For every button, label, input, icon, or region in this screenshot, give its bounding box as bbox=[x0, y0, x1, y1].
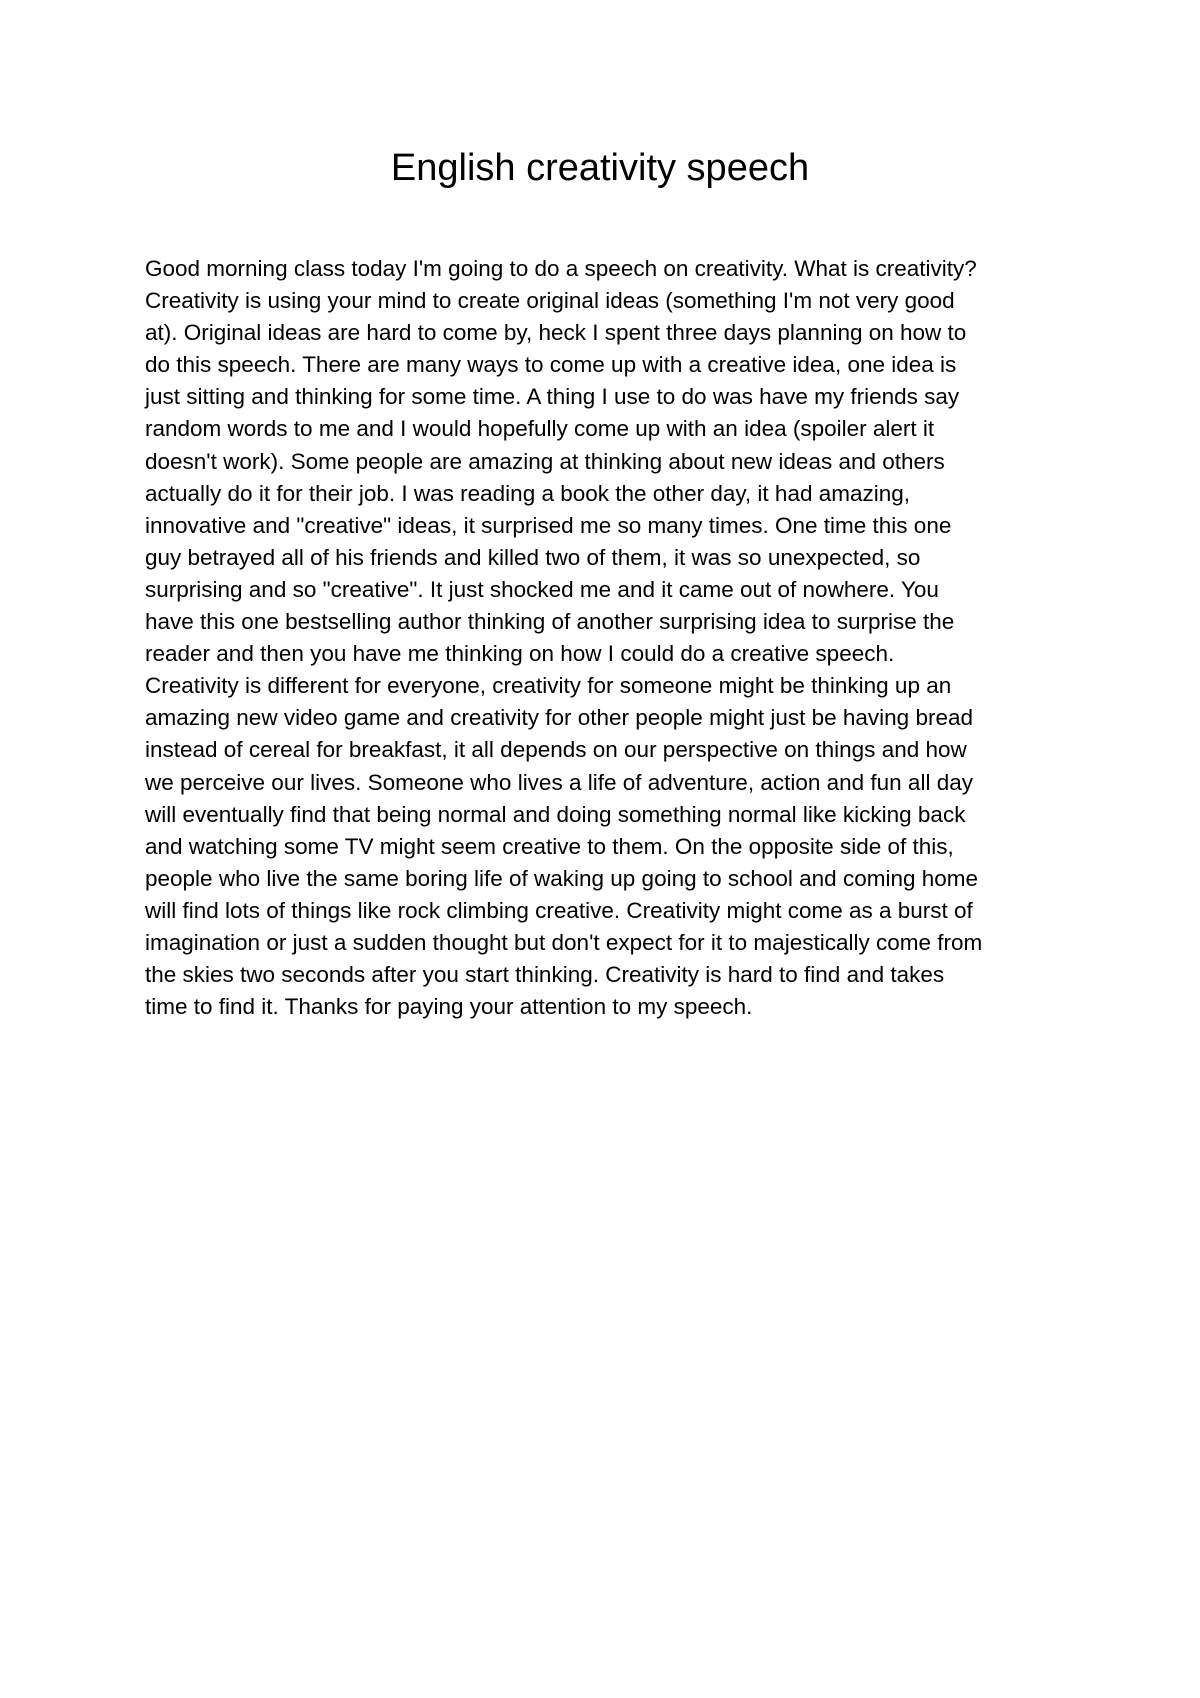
body-line: do this speech. There are many ways to come up with a creative idea, one idea is bbox=[145, 352, 957, 378]
body-line: innovative and "creative" ideas, it surprised me so many times. One time this one bbox=[145, 512, 952, 538]
body-line: Creativity is different for everyone, creativity for someone might be thinking up an bbox=[145, 673, 952, 699]
body-line: instead of cereal for breakfast, it all depends on our perspective on things and how bbox=[145, 737, 967, 763]
body-line: actually do it for their job. I was reading a book the other day, it had amazing, bbox=[145, 480, 911, 506]
body-line: amazing new video game and creativity for other people might just be having bread bbox=[145, 705, 973, 731]
speech-body bbox=[145, 253, 1065, 1023]
body-line: time to find it. Thanks for paying your attention to my speech. bbox=[145, 994, 753, 1020]
body-line: surprising and so "creative". It just shocked me and it came out of nowhere. You bbox=[145, 576, 939, 602]
document-title: English creativity speech bbox=[390, 147, 810, 189]
body-line: doesn't work). Some people are amazing at thinking about new ideas and others bbox=[145, 448, 945, 474]
body-line: Creativity is using your mind to create original ideas (something I'm not very good bbox=[145, 288, 955, 314]
body-line: imagination or just a sudden thought but don't expect for it to majestically come from bbox=[145, 929, 983, 955]
body-line: guy betrayed all of his friends and killed two of them, it was so unexpected, so bbox=[145, 544, 921, 570]
body-line: random words to me and I would hopefully come up with an idea (spoiler alert it bbox=[145, 416, 935, 442]
body-line: the skies two seconds after you start thinking. Creativity is hard to find and takes bbox=[145, 962, 945, 988]
body-line: people who live the same boring life of waking up going to school and coming home bbox=[145, 865, 979, 891]
body-line: Good morning class today I'm going to do a speech on creativity. What is creativity? bbox=[145, 256, 977, 281]
body-line: have this one bestselling author thinking of another surprising idea to surprise the bbox=[145, 609, 955, 635]
body-line: will find lots of things like rock climbing creative. Creativity might come as a burst of bbox=[145, 897, 973, 923]
body-line: just sitting and thinking for some time. A thing I use to do was have my friends say bbox=[145, 384, 960, 410]
body-line: will eventually find that being normal and doing something normal like kicking back bbox=[145, 801, 966, 827]
body-line: and watching some TV might seem creative to them. On the opposite side of this, bbox=[145, 833, 954, 859]
body-line: we perceive our lives. Someone who lives a life of adventure, action and fun all day bbox=[145, 769, 973, 795]
body-line: at). Original ideas are hard to come by, heck I spent three days planning on how to bbox=[145, 320, 967, 346]
body-line: reader and then you have me thinking on how I could do a creative speech. bbox=[145, 641, 895, 667]
